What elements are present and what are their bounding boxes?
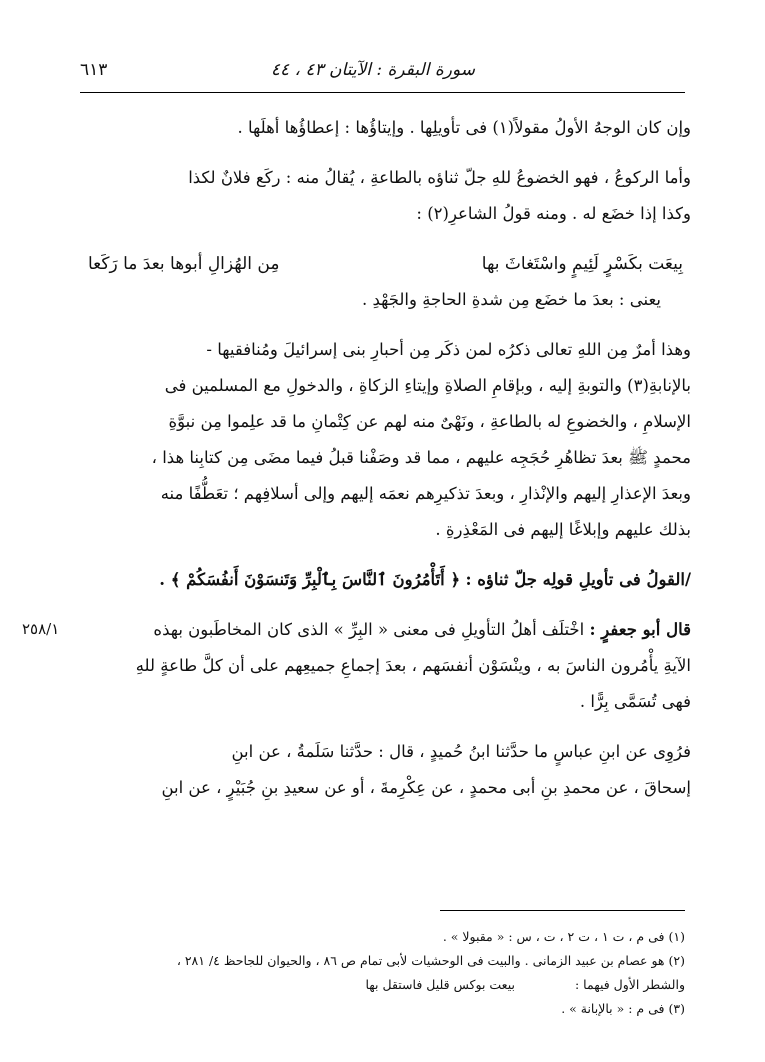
paragraph-1 <box>80 110 691 146</box>
quran-verse: ﴿ أَتَأْمُرُونَ ٱلنَّاسَ بِٱلْبِرِّ وَتَنسَوْنَ أَنفُسَكُمْ ﴾ . <box>159 570 461 589</box>
footnote-2-verse: بيعت بوكس قليل فاستقل بها <box>365 977 515 992</box>
text-line: يعنى : بعدَ ما خضَع مِن شدةِ الحاجةِ والجَهْدِ . <box>361 290 661 309</box>
section-heading <box>80 562 691 598</box>
surah-title: سورة البقرة : الآيتان ٤٣ ، ٤٤ <box>270 60 475 80</box>
footnote-2: (٢) هو عصام بن عبيد الزمانى . والبيت فى الوحشيات لأبى تمام ص ٨٦ ، والحيوان للجاحظ ٤/ ٢٨١ ، <box>176 953 685 968</box>
header-rule <box>80 92 685 93</box>
text-line: الآيةِ يأْمُرون الناسَ به ، وينْسَوْن أنفسَهم ، بعدَ إجماعِ جميعِهم على أن كلَّ طاعةٍ للهِ <box>135 656 691 675</box>
text-line: إسحاقَ ، عن محمدِ بنِ أبى محمدٍ ، عن عِكْرِمةَ ، أو عن سعيدِ بنِ جُبَيْرٍ ، عن ابنِ <box>161 778 691 797</box>
verse-line <box>80 246 691 282</box>
footnote-rule <box>440 910 685 911</box>
footnote-2-continued <box>70 973 685 997</box>
text-line: وأما الركوعُ ، فهو الخضوعُ للهِ جلّ ثناؤه بالطاعةِ ، يُقالُ منه : ركَع فلانٌ لكذا <box>188 168 691 187</box>
text-line: وكذا إذا خضَع له . ومنه قولُ الشاعرِ(٢) : <box>416 204 691 223</box>
text-line: الإسلامِ ، والخضوعِ له بالطاعةِ ، ونَهْىٌ منه لهم عن كِتْمانِ ما قد علِموا مِن نبوَّةِ <box>168 412 691 431</box>
paragraph-2 <box>80 160 691 232</box>
footnote-2-label: والشطر الأول فيهما : <box>574 977 685 992</box>
speaker: قال أبو جعفرٍ : <box>589 620 691 639</box>
verse-first-hemistich: بِيعَت بكَسْرٍ لَئِيمٍ واسْتَغاثَ بها <box>481 254 683 274</box>
poetry-verse <box>80 246 691 318</box>
text-line: وبعدَ الإعذارِ إليهم والإنْذارِ ، وبعدَ تذكيرِهم نعمَه إليهم وإلى أسلافِهم ؛ تعَطُّفًا منه <box>160 484 691 503</box>
paragraph-3 <box>80 332 691 548</box>
text-line: بالإنابةِ(٣) والتوبةِ إليه ، وبإقامِ الصلاةِ وإيتاءِ الزكاةِ ، والدخولِ مع المسلمين فى <box>164 376 691 395</box>
text-line: وإن كان الوجهُ الأولُ مقولاً(١) فى تأويلِها . وإيتاؤُها : إعطاؤُها أهلَها . <box>237 118 691 137</box>
page-number: ٦١٣ <box>80 60 108 80</box>
footnote-1: (١) فى م ، ت ١ ، ت ٢ ، ت ، س : « مقبولا » . <box>442 929 685 944</box>
verse-second-hemistich: مِن الهُزالِ أبوها بعدَ ما رَكَعا <box>88 254 280 274</box>
heading-prefix: /القولُ فى تأويلِ قولِه جلّ ثناؤه : <box>465 570 691 589</box>
margin-reference: ٢٥٨/١ <box>22 620 60 638</box>
paragraph-4 <box>80 612 691 720</box>
text-line: وهذا أمرٌ مِن اللهِ تعالى ذكرُه لمن ذكَر مِن أحبارِ بنى إسرائيلَ ومُنافقيها - <box>206 340 691 359</box>
verse-gloss <box>80 282 691 318</box>
text-line: بذلك عليهم وإبلاغًا إليهم فى المَعْذِرةِ . <box>435 520 691 539</box>
page-header <box>80 60 685 86</box>
footnotes <box>70 925 685 1021</box>
text-line: فرُوِى عن ابنِ عباسٍ ما حدَّثنا ابنُ حُميدٍ ، قال : حدَّثنا سَلَمةُ ، عن ابنِ <box>231 742 691 761</box>
text-line: فهى تُسَمَّى بِرًّا . <box>579 692 691 711</box>
text-line: اخْتلَف أهلُ التأويلِ فى معنى « البِرِّ » الذى كان المخاطَبون بهذه <box>153 620 585 639</box>
text-line: محمدٍ ﷺ بعدَ تظاهُرِ حُجَجِه عليهم ، مما قد وصَفْنا قبلُ فيما مضَى مِن كتابِنا هذا ، <box>151 448 691 467</box>
main-text <box>80 110 691 820</box>
footnote-3: (٣) فى م : « بالإبانة » . <box>561 1001 685 1016</box>
paragraph-5 <box>80 734 691 806</box>
